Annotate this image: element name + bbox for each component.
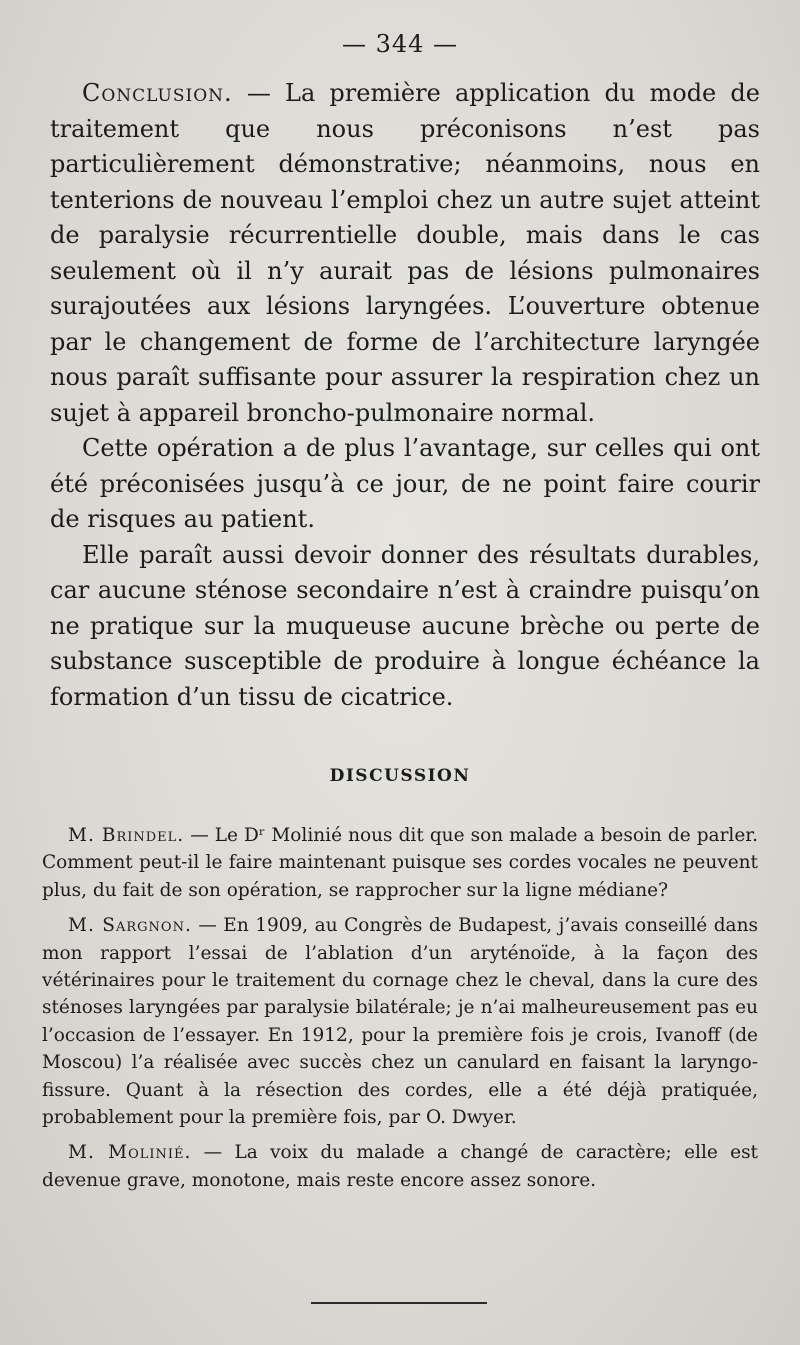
speaker-remark: — Le Dʳ Molinié nous dit que son malade a besoin de parler. Comment peut-il le faire maintenant puisque ses cordes vocales ne peuvent plus, du fait de son opération, se rapprocher sur la ligne médiane? — [42, 825, 758, 901]
conclusion-lead: Conclusion. — [82, 79, 233, 107]
durability-paragraph: Elle paraît aussi devoir donner des résultats durables, car aucune sténose secondaire n’est à craindre puisqu’on ne pratique sur la muqueuse aucune brèche ou perte de substance susceptible de produire à longue échéance la formation d’un tissu de cicatrice. — [50, 540, 760, 711]
discussion-entry-brindel — [42, 822, 758, 904]
discussion-entry-molinie — [42, 1139, 758, 1194]
speaker-name: M. Molinié. — [68, 1142, 192, 1164]
conclusion-text: — La première application du mode de traitement que nous préconisons n’est pas particulièrement démonstrative; néanmoins, nous en tenterions de nouveau l’emploi chez un autre sujet atteint de paralysie récurrentielle double, mais dans le cas seulement où il n’y aurait pas de lésions pulmonaires surajoutées aux lésions laryngées. L’ouverture obtenue par le changement de forme de l’architecture laryngée nous paraît suffisante pour assurer la respiration chez un sujet à appareil broncho-pulmonaire normal. — [50, 79, 760, 427]
advantage-paragraph: Cette opération a de plus l’avantage, sur celles qui ont été préconisées jusqu’à ce jour, de ne point faire courir de risques au patient. — [50, 434, 760, 533]
discussion-section — [42, 822, 758, 1202]
main-text — [50, 76, 760, 715]
page-number: — 344 — — [341, 30, 459, 58]
speaker-remark: — En 1909, au Congrès de Budapest, j’avais conseillé dans mon rapport l’essai de l’ablation d’un aryténoïde, à la façon des vétérinaires pour le traitement du cornage chez le cheval, dans la cure des sténoses laryngées par paralysie bilatérale; je n’ai malheureusement pas eu l’occasion de l’essayer. En 1912, pour la première fois je crois, Ivanoff (de Moscou) l’a réalisée avec succès chez un canulard en faisant la laryngo-fissure. Quant à la résection des cordes, elle a été déjà pratiquée, probablement pour la première fois, par O. Dwyer. — [42, 915, 758, 1129]
speaker-name: M. Brindel. — [68, 825, 185, 846]
section-end-rule — [311, 1302, 487, 1304]
speaker-remark: — La voix du malade a changé de caractère; elle est devenue grave, monotone, mais reste encore assez sonore. — [42, 1142, 758, 1191]
conclusion-paragraph — [50, 76, 760, 431]
discussion-heading: DISCUSSION — [329, 766, 471, 786]
speaker-name: M. Sargnon. — [68, 915, 192, 937]
discussion-entry-sargnon — [42, 912, 758, 1131]
